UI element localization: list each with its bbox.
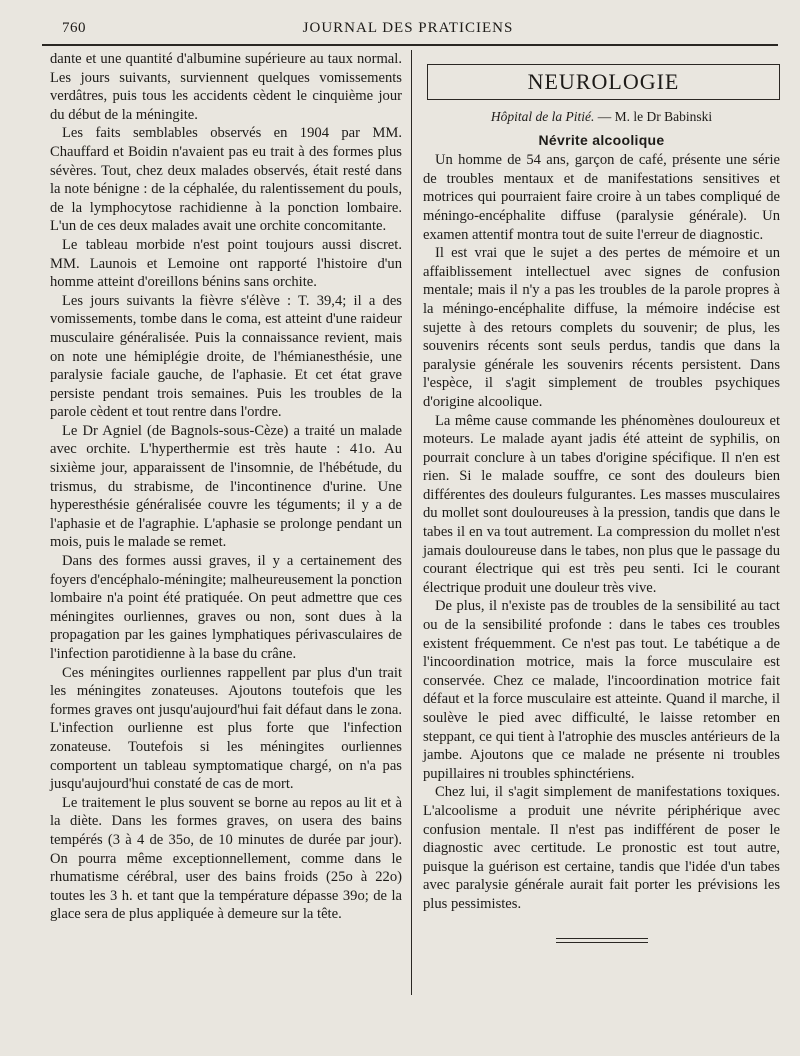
journal-title: JOURNAL DES PRATICIENS: [302, 20, 514, 36]
right-paragraph: Un homme de 54 ans, garçon de café, présente une série de troubles mentaux et de manifestations sensitives et motrices qui pourraient faire croire à un tabes compliqué de méningo-encéphalite diffuse (paralysie générale). Un examen attentif montra tout de suite l'erreur de diagnostic.: [423, 152, 780, 243]
hospital-line: [423, 108, 780, 127]
section-title: NEUROLOGIE: [527, 69, 680, 94]
author: — M. le Dr Babinski: [597, 109, 713, 124]
page-number: 760: [62, 20, 86, 36]
left-paragraph: Ces méningites ourliennes rappellent par plus d'un trait les méningites zonateuses. Ajoutons toutefois que les formes graves ont jusqu'aujourd'hui fait défaut dans le zona. L'infection ourlienne est plus forte que l'infection zonateuse. Toutefois si les méningites ourliennes comportent un tableau symptomatique chargé, on n'a pas jusqu'aujourd'hui constaté de cas de mort.: [50, 664, 402, 793]
left-paragraph: dante et une quantité d'albumine supérieure au taux normal. Les jours suivants, surviennent quelques vomissements verdâtres, puis tous les accidents cèdent le cinquième jour du début de la méningite.: [50, 51, 402, 123]
header-rule: [42, 44, 778, 46]
article-title: Névrite alcoolique: [538, 131, 665, 148]
right-column: [423, 50, 780, 946]
right-paragraph: Chez lui, il s'agit simplement de manifestations toxiques. L'alcoolisme a produit une névrite périphérique avec confusion mentale. Il n'est pas indifférent de poser le diagnostic avec certitude. Le pronostic est tout autre, puisque la guérison est certaine, tandis que l'idée d'un tabes avec paralysie générale aurait fait porter les prévisions les plus pessimistes.: [423, 784, 780, 912]
running-head: [40, 18, 776, 42]
end-rule: [556, 938, 648, 946]
left-paragraph: Dans des formes aussi graves, il y a certainement des foyers d'encéphalo-méningite; malheureusement la ponction lombaire n'a point été pratiquée. On peut admettre que ces méningites ourliennes, graves ou non, sont dues à la propagation par les gaines lymphatiques périvasculaires de l'infection parotidienne à la base du crâne.: [50, 553, 402, 662]
left-column: [50, 50, 402, 924]
left-paragraph: Le traitement le plus souvent se borne au repos au lit et à la diète. Dans les formes graves, on usera des bains tempérés (3 à 4 de 35o, de 10 minutes de durée par jour). On pourra même exceptionnellement, comme dans le rhumatisme cérébral, user des bains froids (25o à 22o) toutes les 3 h. et tant que la température dépasse 39o; de la glace sera de plus appliquée à demeure sur la tête.: [50, 794, 402, 923]
right-paragraph: Il est vrai que le sujet a des pertes de mémoire et un affaiblissement intellectuel avec signes de confusion mentale; mais il n'y a pas les troubles de la parole propres à la méningo-encéphalite diffuse, la mémoire indécise est sujette à des retours complets du souvenir; de plus, les souvenirs récents sont seuls perdus, tandis que dans la paralysie générale les souvenirs récents persistent. Dans l'espèce, il s'agit simplement de troubles psychiques d'origine alcoolique.: [423, 245, 780, 410]
left-paragraph: Le Dr Agniel (de Bagnols-sous-Cèze) a traité un malade avec orchite. L'hyperthermie est très haute : 41o. Au sixième jour, apparaissent de l'insomnie, de l'hébétude, du trismus, du strabisme, de l'incontinence d'urine. Une hyperesthésie généralisée couvre les téguments; il y a de l'aphasie et de l'agraphie. L'aphasie se prolonge pendant un mois, puis le malade se remet.: [50, 422, 402, 551]
right-paragraph: De plus, il n'existe pas de troubles de la sensibilité au tact ou de la sensibilité profonde : dans le tabes ces troubles existent fréquemment. Ce n'est pas tout. Le tabétique a de l'incoordination motrice, mais la force musculaire est conservée. Chez ce malade, l'incoordination motrice fait défaut et la force musculaire est atteinte. Quand il marche, il soulève le pied avec difficulté, le laisse retomber en steppant, ce qui tient à l'atrophie des muscles antérieurs de la jambe. Ajoutons que ce malade ne présente ni troubles pupillaires ni troubles sphinctériens.: [423, 598, 780, 782]
left-paragraph: Les faits semblables observés en 1904 par MM. Chauffard et Boidin n'avaient pas eu trait à des formes plus sévères. Tout, chez deux malades observés, était resté dans la note bénigne : de la céphalée, du ralentissement du pouls, de la lymphocytose rachidienne à la ponction lombaire. L'un de ces deux malades avait une orchite concomitante.: [50, 125, 402, 235]
hospital-name: Hôpital de la Pitié.: [490, 109, 595, 124]
section-title-box: [427, 64, 780, 100]
left-paragraph: Les jours suivants la fièvre s'élève : T. 39,4; il a des vomissements, tombe dans le coma, est atteint d'une raideur musculaire généralisée. Puis la connaissance revient, mais on note une hémiplégie droite, de l'hémianesthésie, une paralysie faciale gauche, de l'aphasie. Et cet état grave persiste pendant trois semaines. Puis les troubles de la parole cèdent et tout rentre dans l'ordre.: [50, 292, 402, 421]
column-divider: [411, 50, 412, 995]
right-paragraph: La même cause commande les phénomènes douloureux et moteurs. Le malade ayant jadis été atteint de syphilis, on pourrait conclure à un tabes d'origine spécifique. Il n'en est rien. Si le malade souffre, ce sont des douleurs bien différentes des douleurs fulgurantes. Les masses musculaires du mollet sont douloureuses à la pression, tandis que dans le tabes il en va tout autrement. La compression du mollet n'est jamais douloureuse dans le tabes, non plus que le passage du courant électrique qui est très peu senti. Ici le courant électrique produit une douleur très vive.: [423, 412, 780, 596]
left-paragraph: Le tableau morbide n'est point toujours aussi discret. MM. Launois et Lemoine ont rapporté l'histoire d'un homme atteint d'oreillons bénins sans orchite.: [50, 236, 402, 291]
